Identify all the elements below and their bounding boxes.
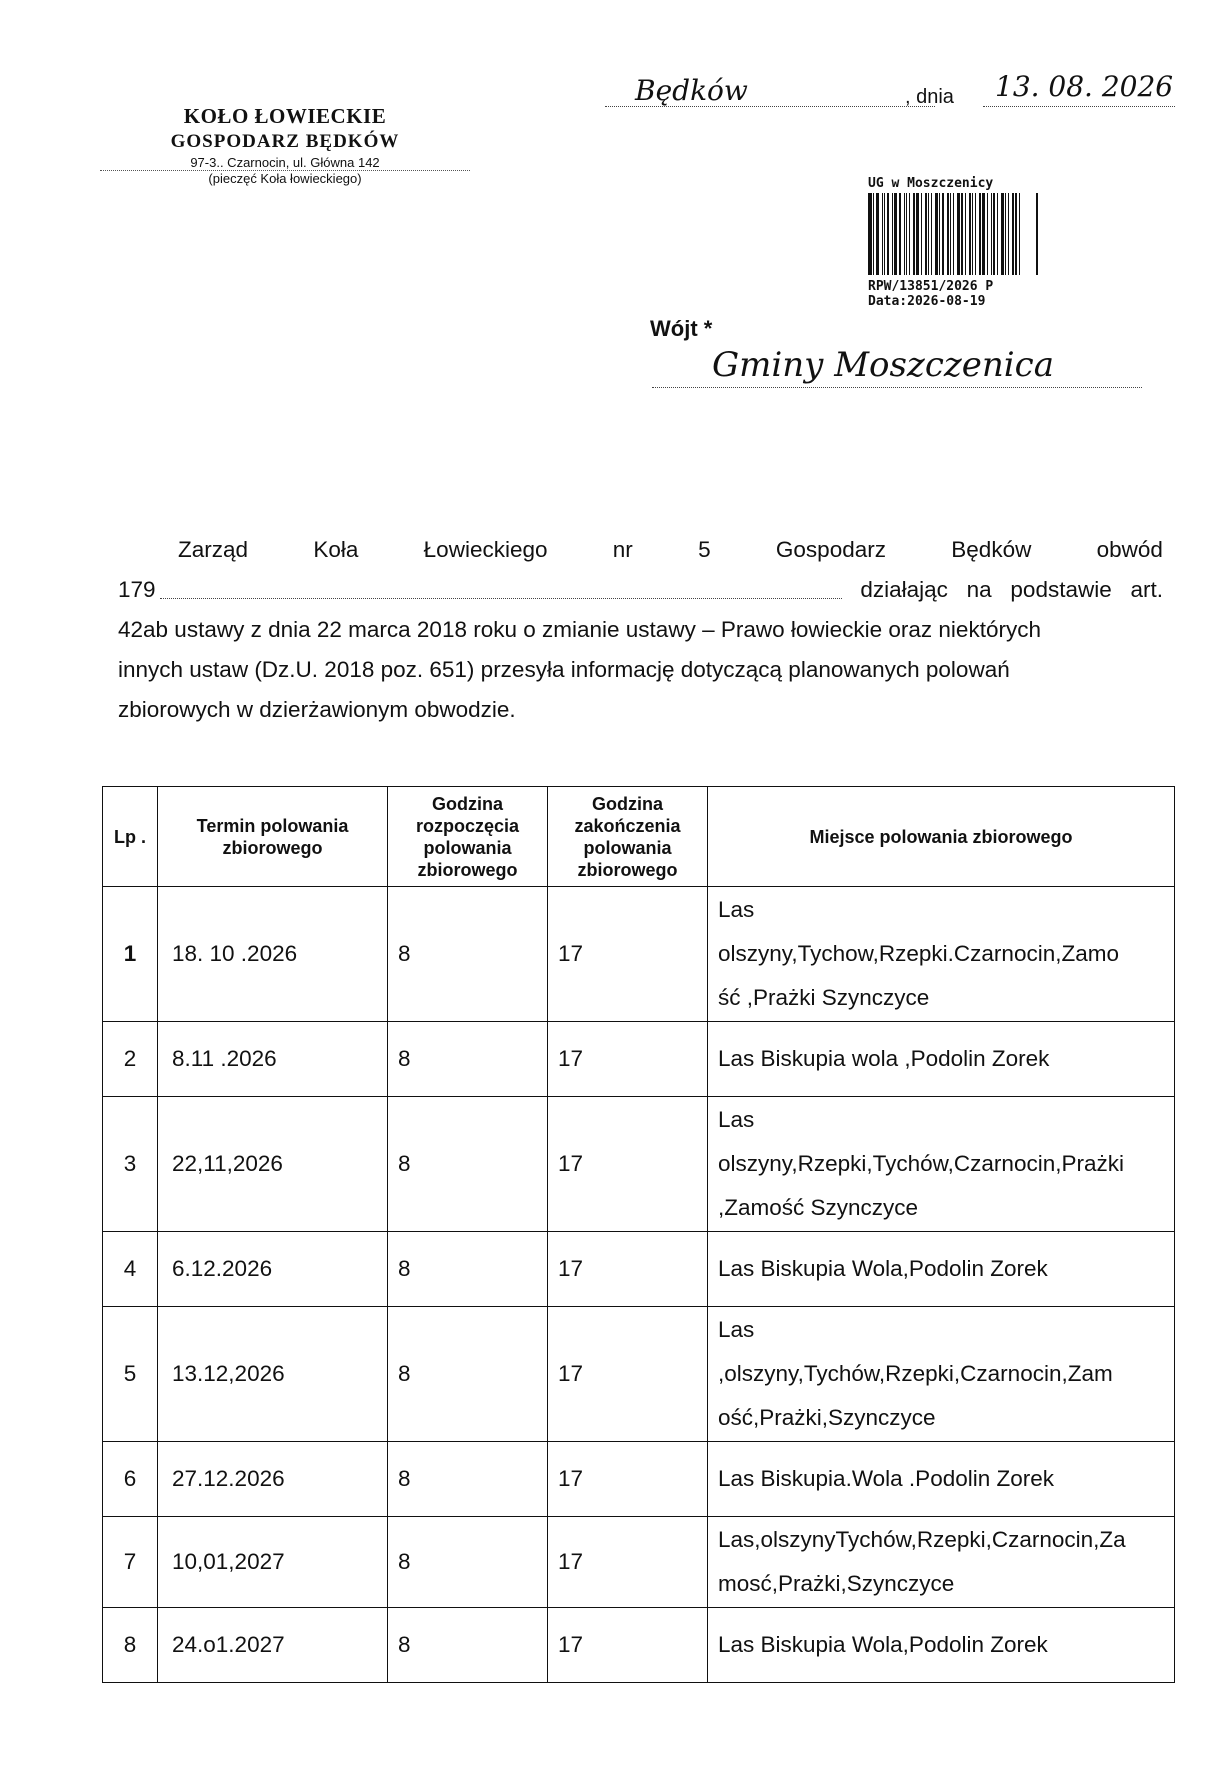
- barcode-bar: [916, 193, 919, 275]
- cell-end-hour: 17: [548, 1442, 708, 1517]
- cell-lp: 4: [103, 1232, 158, 1307]
- cell-end-hour: 17: [548, 1517, 708, 1608]
- body-line-4: innych ustaw (Dz.U. 2018 poz. 651) przesyła informację dotyczącą planowanych polowań: [118, 657, 1010, 682]
- barcode-bar: [939, 193, 940, 275]
- date-label: , dnia: [905, 86, 954, 108]
- place-line: Las: [718, 897, 755, 922]
- barcode-bar: [1015, 193, 1017, 275]
- club-stamp: [100, 104, 470, 186]
- cell-place: [708, 1022, 1175, 1097]
- cell-lp: 1: [103, 887, 158, 1022]
- body-line-1: [118, 530, 1163, 570]
- barcode-bar: [957, 193, 960, 275]
- stamp-line-2: GOSPODARZ BĘDKÓW: [170, 131, 400, 152]
- barcode-bar: [1008, 193, 1009, 275]
- table-row: [103, 1517, 1175, 1608]
- cell-lp: 7: [103, 1517, 158, 1608]
- barcode-bar: [950, 193, 951, 275]
- body-word: Będków: [951, 537, 1032, 562]
- barcode-bar: [884, 193, 885, 275]
- col-header-start: Godzina rozpoczęcia polowania zbiorowego: [388, 787, 548, 887]
- barcode-bar: [873, 193, 874, 275]
- barcode-bar: [997, 193, 998, 275]
- table-row: [103, 1442, 1175, 1517]
- barcode-bar: [961, 193, 963, 275]
- barcode-bar: [928, 193, 929, 275]
- cell-lp: 3: [103, 1097, 158, 1232]
- place-line: Las Biskupia wola ,Podolin Zorek: [718, 1046, 1050, 1071]
- place-line: ,olszyny,Tychów,Rzepki,Czarnocin,Zam: [718, 1361, 1113, 1386]
- barcode-bar: [887, 193, 889, 275]
- fill-line: [160, 570, 843, 599]
- cell-place: [708, 1608, 1175, 1683]
- cell-term: 27.12.2026: [158, 1442, 388, 1517]
- barcode-bar: [904, 193, 905, 275]
- barcode-bar: [987, 193, 988, 275]
- table-row: [103, 1232, 1175, 1307]
- receipt-reg-no: RPW/13851/2026 P: [868, 279, 994, 294]
- place-line: olszyny,Tychow,Rzepki.Czarnocin,Zamo: [718, 941, 1119, 966]
- barcode-bar: [965, 193, 966, 275]
- table-row: [103, 1307, 1175, 1442]
- barcode-bar: [921, 193, 922, 275]
- cell-end-hour: 17: [548, 1307, 708, 1442]
- barcode-bar: [953, 193, 954, 275]
- place-line: Las Biskupia Wola,Podolin Zorek: [718, 1632, 1048, 1657]
- addressee-name: Gminy Moszczenica: [652, 345, 1142, 388]
- cell-term: 13.12,2026: [158, 1307, 388, 1442]
- barcode-bar: [913, 193, 915, 275]
- cell-term: 24.o1.2027: [158, 1608, 388, 1683]
- barcode-bar: [892, 193, 893, 275]
- cell-start-hour: 8: [388, 1442, 548, 1517]
- body-line-3: 42ab ustawy z dnia 22 marca 2018 roku o zmianie ustawy – Prawo łowieckie oraz niektórych: [118, 617, 1041, 642]
- barcode-bar: [972, 193, 973, 275]
- body-word: 5: [698, 537, 711, 562]
- cell-start-hour: 8: [388, 1022, 548, 1097]
- body-word: nr: [612, 537, 633, 562]
- cell-term: 8.11 .2026: [158, 1022, 388, 1097]
- handwritten-date: 13. 08. 2026: [983, 70, 1175, 107]
- cell-end-hour: 17: [548, 1232, 708, 1307]
- cell-end-hour: 17: [548, 1097, 708, 1232]
- cell-place: [708, 887, 1175, 1022]
- body-paragraph: [118, 530, 1163, 730]
- barcode-bar: [1019, 193, 1020, 275]
- body-line-5: zbiorowych w dzierżawionym obwodzie.: [118, 697, 516, 722]
- barcode-bar: [979, 193, 981, 275]
- addressee-label: Wójt *: [650, 316, 713, 341]
- body-word: Gospodarz: [775, 537, 886, 562]
- cell-start-hour: 8: [388, 887, 548, 1022]
- table-header-row: [103, 787, 1175, 887]
- stamp-caption: (pieczęć Koła łowieckiego): [208, 171, 362, 186]
- cell-term: 10,01,2027: [158, 1517, 388, 1608]
- cell-end-hour: 17: [548, 1608, 708, 1683]
- barcode-bar: [947, 193, 949, 275]
- place-line: Las,olszynyTychów,Rzepki,Czarnocin,Za: [718, 1527, 1126, 1552]
- col-header-lp: Lp .: [103, 787, 158, 887]
- place-line: ść ,Prażki Szynczyce: [718, 985, 930, 1010]
- barcode-bar: [882, 193, 883, 275]
- cell-lp: 2: [103, 1022, 158, 1097]
- cell-start-hour: 8: [388, 1097, 548, 1232]
- cell-place: [708, 1307, 1175, 1442]
- cell-end-hour: 17: [548, 887, 708, 1022]
- stamp-line-1: KOŁO ŁOWIECKIE: [183, 104, 387, 128]
- body-line-2-text: działając na podstawie art.: [860, 577, 1163, 602]
- barcode-bar: [909, 193, 910, 275]
- body-word: Koła: [313, 537, 359, 562]
- table-row: [103, 1608, 1175, 1683]
- place-line: Las: [718, 1107, 755, 1132]
- barcode-bar: [982, 193, 985, 275]
- cell-term: 22,11,2026: [158, 1097, 388, 1232]
- place-line: olszyny,Rzepki,Tychów,Czarnocin,Prażki: [718, 1151, 1124, 1176]
- cell-term: 6.12.2026: [158, 1232, 388, 1307]
- receipt-date: Data:2026-08-19: [868, 294, 986, 309]
- table-row: [103, 1097, 1175, 1232]
- receipt-office: UG w Moszczenicy: [868, 176, 994, 191]
- barcode-bar: [870, 193, 872, 275]
- body-word: obwód: [1096, 537, 1163, 562]
- barcode-bar: [894, 193, 897, 275]
- place-line: ość,Prażki,Szynczyce: [718, 1405, 936, 1430]
- col-header-place: Miejsce polowania zbiorowego: [708, 787, 1175, 887]
- place-line: ,Zamość Szynczyce: [718, 1195, 919, 1220]
- cell-start-hour: 8: [388, 1517, 548, 1608]
- cell-end-hour: 17: [548, 1022, 708, 1097]
- barcode-bar: [942, 193, 944, 275]
- barcode-bar: [899, 193, 901, 275]
- barcode: [868, 193, 1038, 275]
- barcode-bar: [975, 193, 976, 275]
- cell-lp: 6: [103, 1442, 158, 1517]
- place-line: Las Biskupia Wola,Podolin Zorek: [718, 1256, 1048, 1281]
- table-row: [103, 1022, 1175, 1097]
- place-line: Las: [718, 1317, 755, 1342]
- cell-place: [708, 1232, 1175, 1307]
- barcode-bar: [1012, 193, 1014, 275]
- stamp-address: 97-3.. Czarnocin, ul. Główna 142: [100, 155, 470, 171]
- body-word: Łowieckiego: [423, 537, 548, 562]
- district-number: 179: [118, 577, 156, 602]
- barcode-bar: [935, 193, 938, 275]
- col-header-term: Termin polowania zbiorowego: [158, 787, 388, 887]
- barcode-bar: [993, 193, 995, 275]
- table-body: [103, 887, 1175, 1683]
- body-line-2: [118, 570, 1163, 610]
- barcode-bar: [876, 193, 879, 275]
- cell-place: [708, 1517, 1175, 1608]
- handwritten-place: Będków: [605, 74, 935, 107]
- cell-start-hour: 8: [388, 1232, 548, 1307]
- barcode-bar: [906, 193, 907, 275]
- cell-start-hour: 8: [388, 1307, 548, 1442]
- receipt-barcode-sticker: [868, 176, 1038, 309]
- cell-lp: 8: [103, 1608, 158, 1683]
- place-date-line: [605, 70, 1174, 110]
- cell-lp: 5: [103, 1307, 158, 1442]
- cell-place: [708, 1442, 1175, 1517]
- barcode-bar: [969, 193, 971, 275]
- place-line: mosć,Prażki,Szynczyce: [718, 1571, 955, 1596]
- col-header-end: Godzina zakończenia polowania zbiorowego: [548, 787, 708, 887]
- barcode-bar: [991, 193, 992, 275]
- body-word: Zarząd: [178, 537, 249, 562]
- barcode-bar: [1005, 193, 1006, 275]
- cell-start-hour: 8: [388, 1608, 548, 1683]
- barcode-bar: [931, 193, 932, 275]
- barcode-bar: [1001, 193, 1004, 275]
- table-row: [103, 887, 1175, 1022]
- cell-place: [708, 1097, 1175, 1232]
- barcode-bar: [925, 193, 927, 275]
- cell-term: 18. 10 .2026: [158, 887, 388, 1022]
- place-line: Las Biskupia.Wola .Podolin Zorek: [718, 1466, 1055, 1491]
- hunt-schedule-table: [102, 786, 1175, 1683]
